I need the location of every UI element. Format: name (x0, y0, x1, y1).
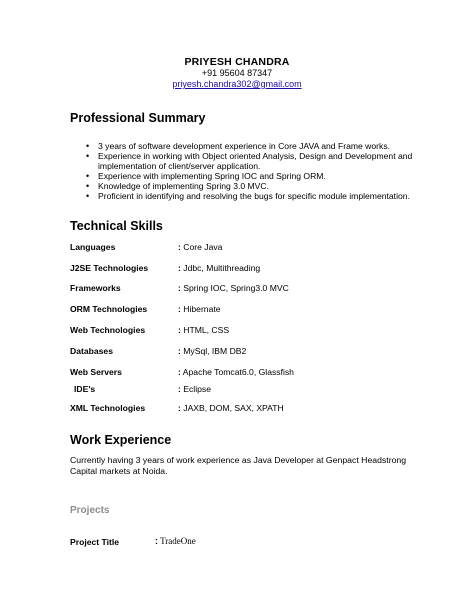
skill-label-web-technologies: Web Technologies (70, 325, 146, 335)
skill-value-text: MySql, IBM DB2 (183, 346, 247, 356)
colon: : (155, 536, 158, 546)
projects-heading: Projects (70, 505, 110, 516)
skill-value-web-servers (178, 367, 294, 377)
project-title-text: TradeOne (160, 536, 196, 546)
skill-value-text: HTML, CSS (183, 325, 230, 335)
skill-value-databases (178, 346, 246, 356)
skill-label-orm: ORM Technologies (70, 304, 148, 314)
summary-bullet: • Proficient in identifying and resolving the bugs for specific module implementation. (86, 191, 416, 201)
email-link[interactable]: priyesh.chandra302@gmail.com (172, 79, 302, 89)
skill-label-languages: Languages (70, 242, 116, 252)
work-experience-text: Currently having 3 years of work experience as Java Developer at Genpact Headstrong Capital markets at Noida. (70, 455, 407, 476)
skill-value-ides (178, 384, 211, 394)
skill-label-frameworks: Frameworks (70, 283, 121, 293)
colon: : (178, 304, 181, 314)
colon: : (178, 242, 181, 252)
work-experience-heading: Work Experience (70, 433, 172, 447)
skill-value-frameworks (178, 283, 289, 293)
skill-value-web-technologies (178, 325, 229, 335)
skill-value-text: Apache Tomcat6.0, Glassfish (182, 367, 294, 377)
skill-value-text: Core Java (183, 242, 223, 252)
skill-value-languages (178, 242, 222, 252)
skill-value-text: Eclipse (183, 384, 211, 394)
colon: : (178, 346, 181, 356)
phone-number: +91 95604 87347 (201, 68, 273, 78)
summary-bullet-list (86, 141, 416, 201)
skill-value-xml (178, 403, 284, 413)
skill-label-ides: IDE's (74, 384, 96, 394)
project-title-label: Project Title (70, 537, 120, 547)
summary-bullet: • 3 years of software development experience in Core JAVA and Frame works. (86, 141, 416, 151)
skill-value-j2se (178, 263, 260, 273)
candidate-name: PRIYESH CHANDRA (184, 56, 290, 68)
skill-value-text: Jdbc, Multithreading (183, 263, 261, 273)
skill-label-databases: Databases (70, 346, 113, 356)
colon: : (178, 263, 181, 273)
summary-bullet: • Experience in working with Object oriented Analysis, Design and Development and implementation of client/server application. (86, 151, 416, 171)
colon: : (178, 403, 181, 413)
skill-value-text: JAXB, DOM, SAX, XPATH (183, 403, 284, 413)
summary-bullet: • Knowledge of implementing Spring 3.0 MVC. (86, 181, 416, 191)
professional-summary-heading: Professional Summary (70, 111, 206, 125)
skill-label-web-servers: Web Servers (70, 367, 122, 377)
colon: : (178, 367, 181, 377)
colon: : (178, 384, 181, 394)
skill-label-xml: XML Technologies (70, 403, 146, 413)
colon: : (178, 325, 181, 335)
skill-value-text: Hibernate (183, 304, 221, 314)
skill-value-orm (178, 304, 221, 314)
skill-value-text: Spring IOC, Spring3.0 MVC (183, 283, 289, 293)
technical-skills-heading: Technical Skills (70, 219, 163, 233)
project-title-value (155, 536, 196, 546)
colon: : (178, 283, 181, 293)
skill-label-j2se: J2SE Technologies (70, 263, 149, 273)
summary-bullet: • Experience with implementing Spring IOC and Spring ORM. (86, 171, 416, 181)
